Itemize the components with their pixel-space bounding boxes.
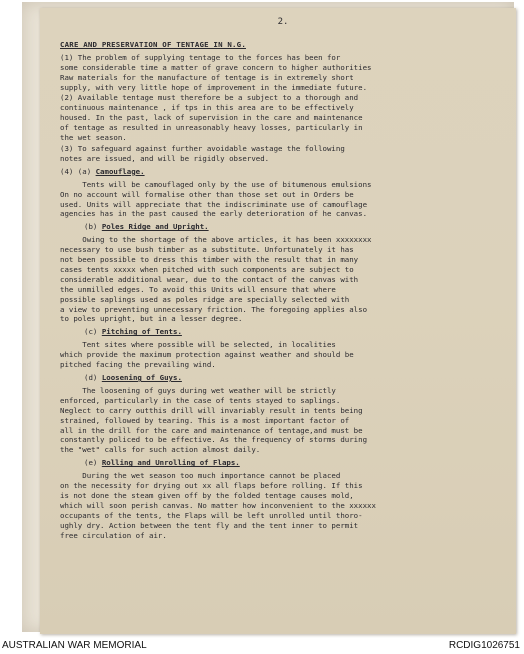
page-number: 2. (277, 17, 289, 27)
section-heading-poles (84, 222, 500, 232)
section-heading-pitching (84, 327, 500, 337)
section-title: Pitching of Tents. (101, 327, 182, 337)
section-body-pitching: Tent sites where possible will be selected, in localities which provide the maximum protection against weather and should be pitched facing the prevailing wind. (60, 340, 354, 370)
document-title: CARE AND PRESERVATION OF TENTAGE IN N.G. (60, 39, 246, 49)
section-prefix: (e) (84, 458, 102, 468)
section-title: Camouflage. (95, 166, 145, 176)
section-title: Poles Ridge and Upright. (101, 222, 209, 232)
section-title: Rolling and Unrolling of Flaps. (101, 458, 240, 468)
section-body-flaps: During the wet season too much importance cannot be placed on the necessity for drying out xx all flaps before rolling. If this is not done the steam given off by the folded tentage causes mold, which will soon perish canvas. No matter how inconvenient to the xxxxxx occupants of the tents, the Flaps will be left unrolled until thoro- ughly dry. Action between the tent fly and the tent inner to permit free circulation of air. (60, 471, 376, 540)
footer-record-id: RCDIG1026751 (448, 640, 520, 651)
paragraph-2: (2) Available tentage must therefore be a subject to a thorough and continuous maintenance , if tps in this area are to be effectively housed. In the past, lack of supervision in the care and maintenance of tentage as resulted in unreasonably heavy losses, particularly in the wet season. (60, 93, 363, 143)
section-body-poles: Owing to the shortage of the above articles, it has been xxxxxxxx necessary to use bush timber as a substitute. Unfortunately it has not been possible to dress this timber with the result that in many cases tents xxxxx when pitched with such components are subject to considerable additional wear, due to the contact of the canvas with the unmilled edges. To avoid this Units will ensure that where possible saplings used as poles ridge are specially selected with a view to preventing unnecessary friction. The foregoing applies also to poles upright, but in a lesser degree. (60, 235, 372, 324)
section-body-camouflage: Tents will be camouflaged only by the use of bitumenous emulsions On no account will formalise other than those set out in Orders be used. Units will appreciate that the indiscriminate use of camouflage agencies has in the past caused the early deterioration of he canvas. (60, 179, 372, 219)
section-prefix: (d) (84, 373, 102, 382)
section-title: Loosening of Guys. (101, 373, 182, 382)
paragraph-3: (3) To safeguard against further avoidable wastage the following notes are issued, and will be rigidly observed. (60, 143, 345, 163)
section-heading-guys (84, 373, 500, 383)
section-prefix: (4) (a) (60, 166, 96, 176)
paragraph-1: (1) The problem of supplying tentage to the forces has been for some considerable time a matter of grave concern to higher authorities Raw materials for the manufacture of tentage is in extremely short supply, with very little hope of improvement in the immediate future. (60, 52, 372, 92)
section-body-guys: The loosening of guys during wet weather will be strictly enforced, particularly in the case of tents stayed to saplings. Neglect to carry outthis drill will invariably result in tents being strained, followed by tearing. This is a most important factor of all in the drill for the care and maintenance of tentage,and must be constantly policed to be effective. As the frequency of storms during the "wet" calls for such action almost daily. (60, 385, 368, 455)
typed-page (40, 8, 516, 634)
footer-institution: AUSTRALIAN WAR MEMORIAL (2, 640, 147, 651)
section-heading-camouflage (60, 167, 500, 177)
section-heading-flaps (84, 458, 500, 468)
page-content (60, 18, 500, 541)
section-prefix: (b) (84, 222, 102, 232)
section-prefix: (c) (84, 327, 102, 337)
archive-footer (0, 638, 524, 654)
